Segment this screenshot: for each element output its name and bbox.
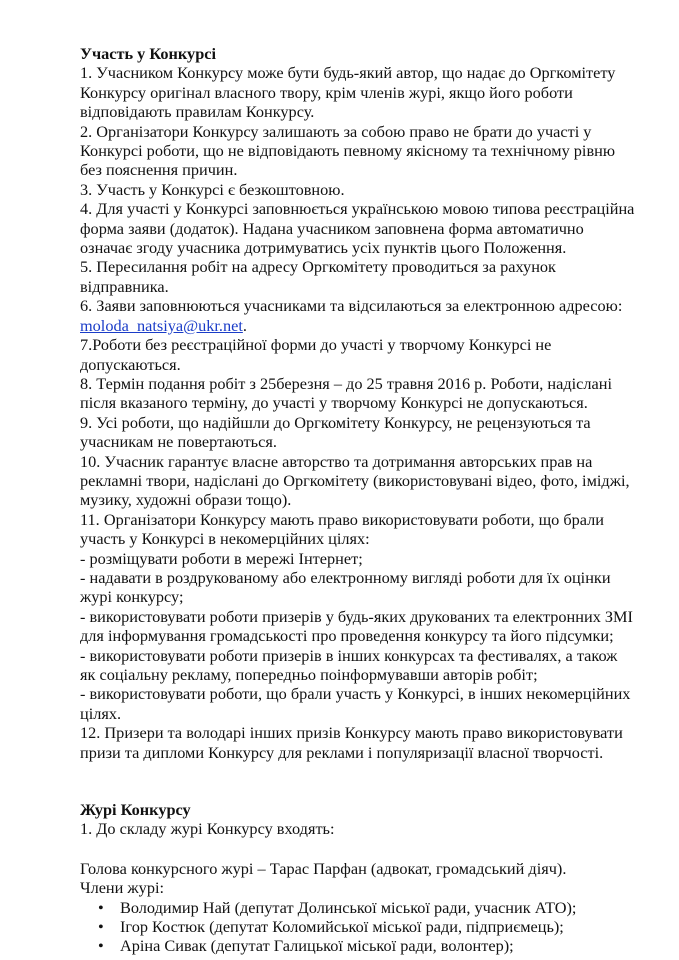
jury-intro: 1. До складу журі Конкурсу входять: <box>80 819 335 839</box>
jury-chair: Голова конкурсного журі – Тарас Парфан (адвокат, громадський діяч). <box>80 858 567 878</box>
rule-line: учасникам не повертаються. <box>80 432 277 452</box>
rule-line: призи та дипломи Конкурсу для реклами і популяризації власної творчості. <box>80 742 604 762</box>
jury-member-item <box>80 917 650 936</box>
rule-line: для інформування громадськості про проведення конкурсу та його підсумки; <box>80 626 614 646</box>
rule-line: цілях. <box>80 703 122 723</box>
bullet-icon: • <box>98 936 104 956</box>
rule-line: 4. Для участі у Конкурсі заповнюється українською мовою типова реєстраційна <box>80 199 635 219</box>
rule-line: відповідають правилам Конкурсу. <box>80 102 315 122</box>
rule-line: 9. Усі роботи, що надійшли до Оргкомітету Конкурсу, не рецензуються та <box>80 412 591 432</box>
rule-line: журі конкурсу; <box>80 587 184 607</box>
section-title-participation: Участь у Конкурсі <box>80 44 216 63</box>
rule-line: Конкурсу оригінал власного твору, крім членів журі, якщо його роботи <box>80 82 573 102</box>
section-title-jury: Журі Конкурсу <box>80 800 191 820</box>
email-link[interactable]: moloda_natsiya@ukr.net <box>80 315 243 335</box>
rule-line: 12. Призери та володарі інших призів Конкурсу мають право використовувати <box>80 723 623 743</box>
bullet-icon: • <box>98 917 104 937</box>
rule-line: 2. Організатори Конкурсу залишають за собою право не брати до участі у <box>80 121 592 141</box>
rule-line: - використовувати роботи, що брали участь у Конкурсі, в інших некомерційних <box>80 684 631 704</box>
rule-line: 6. Заяви заповнюються учасниками та відсилаються за електронною адресою: <box>80 296 623 316</box>
rule-line: 5. Пересилання робіт на адресу Оргкомітету проводиться за рахунок <box>80 257 556 277</box>
jury-member-text: Володимир Най (депутат Долинської міської ради, учасник АТО); <box>120 897 577 917</box>
rule-line: означає згоду учасника дотримуватись усіх пунктів цього Положення. <box>80 238 567 258</box>
jury-member-item <box>80 898 650 917</box>
rule-line: відправника. <box>80 276 169 296</box>
rule-line: після вказаного терміну, до участі у творчому Конкурсі не допускаються. <box>80 393 588 413</box>
document-page <box>80 44 650 956</box>
rule-line: рекламні твори, надіслані до Оргкомітету (використовувані відео, фото, іміджі, <box>80 470 630 490</box>
email-line <box>80 316 650 335</box>
rule-line: 1. Учасником Конкурсу може бути будь-який автор, що надає до Оргкомітету <box>80 63 616 83</box>
jury-member-item <box>80 936 650 955</box>
rule-line: 3. Участь у Конкурсі є безкоштовною. <box>80 179 345 199</box>
rule-line: 8. Термін подання робіт з 25березня – до 25 травня 2016 р. Роботи, надіслані <box>80 373 612 393</box>
jury-member-text: Ігор Костюк (депутат Коломийської міської ради, підприємець); <box>120 917 564 937</box>
rule-line: без пояснення причин. <box>80 160 238 180</box>
rule-line: форма заяви (додаток). Надана учасником заповнена форма автоматично <box>80 218 584 238</box>
rule-line: - використовувати роботи призерів в інших конкурсах та фестивалях, а також <box>80 645 618 665</box>
rule-line: як соціальну рекламу, попередньо поінформувавши авторів робіт; <box>80 665 538 684</box>
section-spacer <box>80 762 650 800</box>
rule-line: 7.Роботи без реєстраційної форми до участі у творчому Конкурсі не <box>80 335 552 355</box>
bullet-icon: • <box>98 897 104 917</box>
rule-line: музику, художні образи тощо). <box>80 490 292 510</box>
rule-line: - використовувати роботи призерів у будь-яких друкованих та електронних ЗМІ <box>80 606 633 626</box>
jury-member-text: Аріна Сивак (депутат Галицької міської ради, волонтер); <box>120 936 514 956</box>
rule-line: участь у Конкурсі в некомерційних цілях: <box>80 529 370 549</box>
paragraph-spacer <box>80 839 650 859</box>
rule-line: - надавати в роздрукованому або електронному вигляді роботи для їх оцінки <box>80 567 611 587</box>
rule-line: 10. Учасник гарантує власне авторство та дотримання авторських прав на <box>80 451 593 471</box>
rule-line: - розміщувати роботи в мережі Інтернет; <box>80 548 363 568</box>
rule-line: 11. Організатори Конкурсу мають право використовувати роботи, що брали <box>80 509 605 529</box>
rule-line: допускаються. <box>80 354 181 374</box>
jury-members-list <box>80 898 650 956</box>
email-suffix: . <box>242 315 247 335</box>
rule-line: Конкурсі роботи, що не відповідають певному якісному та технічному рівню <box>80 141 616 161</box>
jury-members-label: Члени журі: <box>80 878 165 898</box>
